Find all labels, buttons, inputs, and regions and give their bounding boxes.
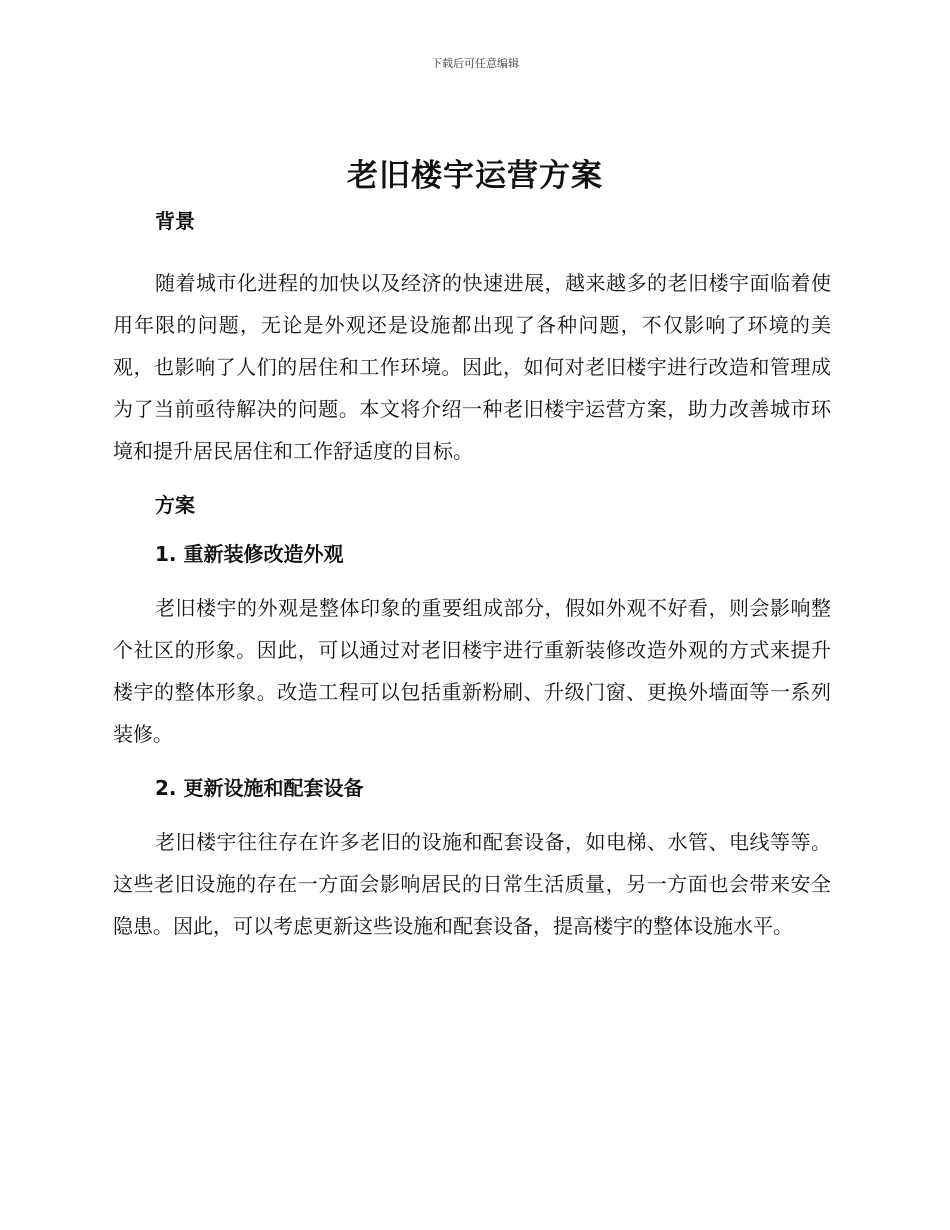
subheading-item-1: 1. 重新装修改造外观 bbox=[155, 542, 344, 566]
header-note: 下载后可任意编辑 bbox=[431, 57, 519, 70]
paragraph-background: 随着城市化进程的加快以及经济的快速进展，越来越多的老旧楼宇面临着使用年限的问题，无论是外观还是设施都出现了各种问题，不仅影响了环境的美观，也影响了人们的居住和工作环境。因此，如何对老旧楼宇进行改造和管理成为了当前亟待解决的问题。本文将介绍一种老旧楼宇运营方案，助力改善城市环境和提升居民居住和工作舒适度的目标。 bbox=[113, 271, 831, 463]
section-heading-plan: 方案 bbox=[155, 493, 195, 517]
subheading-item-2: 2. 更新设施和配套设备 bbox=[155, 776, 364, 800]
document-body bbox=[113, 205, 831, 947]
section-heading-background: 背景 bbox=[155, 209, 195, 233]
document-title: 老旧楼宇运营方案 bbox=[347, 158, 603, 194]
paragraph-item-1: 老旧楼宇的外观是整体印象的重要组成部分，假如外观不好看，则会影响整个社区的形象。因此，可以通过对老旧楼宇进行重新装修改造外观的方式来提升楼宇的整体形象。改造工程可以包括重新粉刷、升级门窗、更换外墙面等一系列装修。 bbox=[113, 596, 831, 746]
paragraph-item-2: 老旧楼宇往往存在许多老旧的设施和配套设备，如电梯、水管、电线等等。这些老旧设施的存在一方面会影响居民的日常生活质量，另一方面也会带来安全隐患。因此，可以考虑更新这些设施和配套设备，提高楼宇的整体设施水平。 bbox=[113, 830, 831, 938]
